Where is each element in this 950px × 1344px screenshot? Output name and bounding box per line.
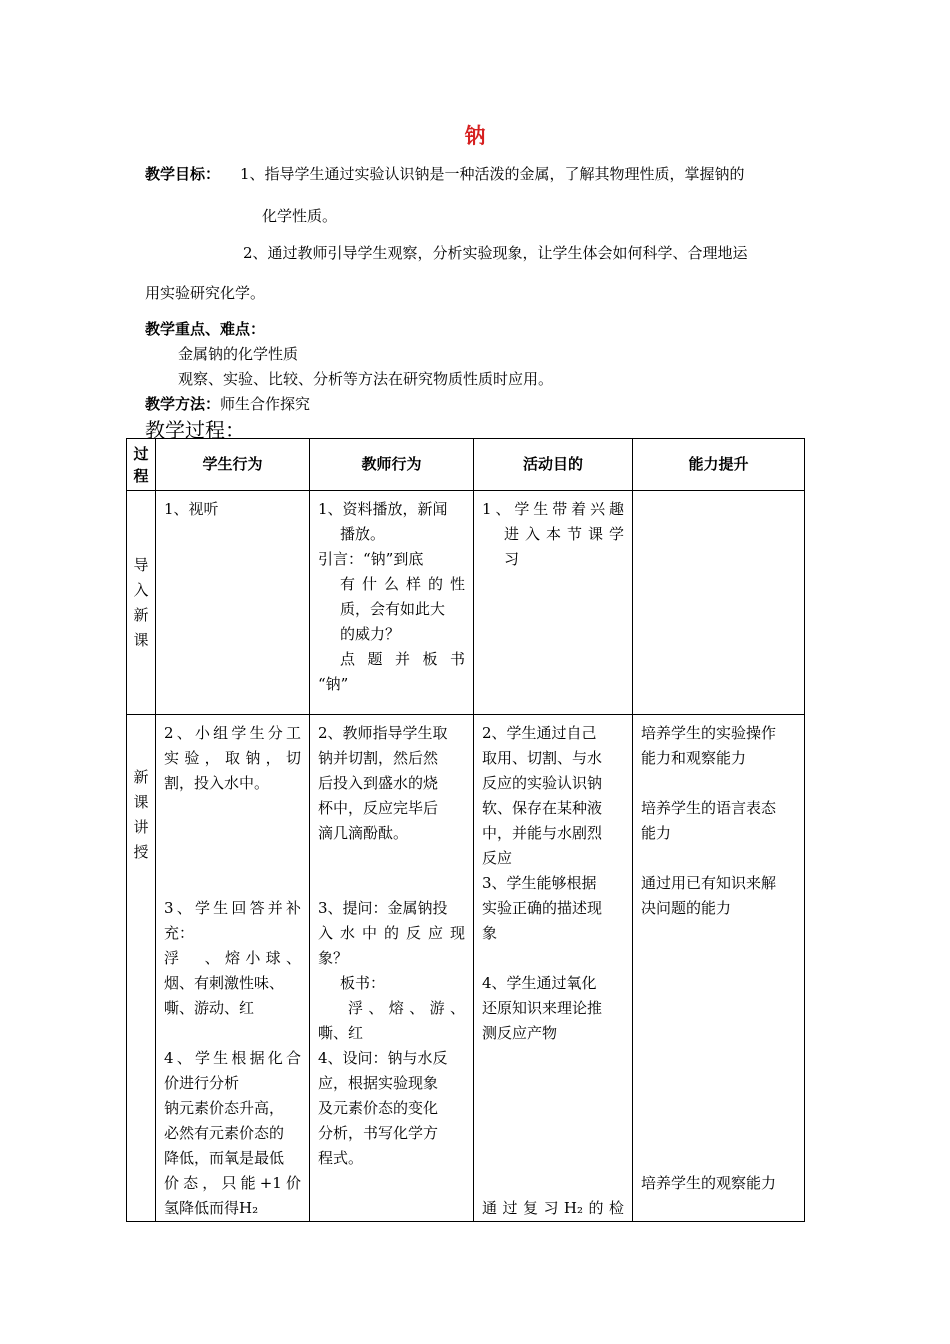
lesson-student-line: 割，投入水中。 <box>164 774 270 792</box>
lesson-purpose-line: 中，并能与水剧烈 <box>482 824 603 842</box>
intro-teacher-cell <box>310 491 474 715</box>
lesson-teacher-line: 钠并切割，然后然 <box>318 749 439 767</box>
method-label: 教学方法： <box>145 395 221 413</box>
intro-teacher-line: “钠” <box>318 675 349 693</box>
lesson-teacher-line: 浮、熔、游、 <box>348 999 465 1017</box>
intro-student-cell <box>156 491 310 715</box>
key-point-2: 观察、实验、比较、分析等方法在研究物质性质时应用。 <box>178 370 554 388</box>
intro-teacher-line: 播放。 <box>340 525 386 543</box>
lesson-student-line: 3、学生回答并补 <box>164 899 301 917</box>
intro-teacher-line: 点题并板书 <box>340 650 465 668</box>
intro-teacher-line: 的威力？ <box>340 625 401 643</box>
lesson-teacher-line: 应，根据实验现象 <box>318 1074 439 1092</box>
lesson-student-cell <box>156 715 310 1222</box>
lesson-student-line: 氢降低而得H₂ <box>164 1199 259 1217</box>
lesson-ability-line: 培养学生的观察能力 <box>641 1174 777 1192</box>
stage-new-lesson: 新课讲授 <box>127 715 156 1222</box>
intro-ability-cell <box>633 491 805 715</box>
header-student: 学生行为 <box>156 439 310 491</box>
stage-intro: 导入新课 <box>127 491 156 715</box>
lesson-ability-line: 通过用已有知识来解 <box>641 874 777 892</box>
key-point-1: 金属钠的化学性质 <box>178 345 299 363</box>
lesson-ability-line: 培养学生的实验操作 <box>641 724 777 742</box>
lesson-purpose-line: 4、学生通过氧化 <box>482 974 597 992</box>
lesson-student-line: 4、学生根据化合 <box>164 1049 301 1067</box>
lesson-purpose-line: 象 <box>482 924 498 942</box>
lesson-teacher-line: 2、教师指导学生取 <box>318 724 448 742</box>
lesson-teacher-line: 杯中，反应完毕后 <box>318 799 439 817</box>
lesson-teacher-line: 象？ <box>318 949 349 967</box>
lesson-teacher-line: 分析，书写化学方 <box>318 1124 439 1142</box>
lesson-student-line: 充： <box>164 924 195 942</box>
lesson-student-line: 嘶、游动、红 <box>164 999 255 1017</box>
lesson-teacher-line: 嘶、红 <box>318 1024 364 1042</box>
lesson-student-line: 钠元素价态升高， <box>164 1099 285 1117</box>
objective-1-line-1: 1、指导学生通过实验认识钠是一种活泼的金属，了解其物理性质，掌握钠的 <box>240 165 745 183</box>
lesson-purpose-line: 还原知识来理论推 <box>482 999 603 1017</box>
intro-purpose-line: 习 <box>504 550 520 568</box>
intro-teacher-line: 1、资料播放，新闻 <box>318 500 448 518</box>
lesson-teacher-line: 程式。 <box>318 1149 364 1167</box>
table-header-row <box>127 439 805 491</box>
objective-2-line-2: 用实验研究化学。 <box>145 284 266 302</box>
header-stage: 过程 <box>127 439 156 491</box>
lesson-student-line: 实验，取钠，切 <box>164 749 301 767</box>
method-line <box>145 393 310 414</box>
lesson-ability-line: 能力和观察能力 <box>641 749 747 767</box>
lesson-teacher-line: 滴几滴酚酞。 <box>318 824 409 842</box>
lesson-purpose-line: 测反应产物 <box>482 1024 558 1042</box>
lesson-teacher-line: 及元素价态的变化 <box>318 1099 439 1117</box>
lesson-student-line: 价态，只能+1价 <box>164 1174 301 1192</box>
lesson-student-line: 浮 、熔小球、 <box>164 949 301 967</box>
lesson-ability-line: 培养学生的语言表态 <box>641 799 777 817</box>
lesson-purpose-line: 取用、切割、与水 <box>482 749 603 767</box>
process-heading: 教学过程： <box>145 418 245 442</box>
lesson-purpose-line: 3、学生能够根据 <box>482 874 597 892</box>
lesson-purpose-line: 软、保存在某种液 <box>482 799 603 817</box>
lesson-teacher-line: 3、提问：金属钠投 <box>318 899 448 917</box>
lesson-student-line: 降低，而氧是最低 <box>164 1149 285 1167</box>
lesson-ability-line: 决问题的能力 <box>641 899 732 917</box>
intro-teacher-line: 有什么样的性 <box>340 575 465 593</box>
lesson-purpose-line: 反应的实验认识钠 <box>482 774 603 792</box>
header-purpose: 活动目的 <box>474 439 633 491</box>
lesson-teacher-line: 入水中的反应现 <box>318 924 465 942</box>
intro-purpose-cell <box>474 491 633 715</box>
lesson-ability-line: 能力 <box>641 824 672 842</box>
lesson-student-line: 2、小组学生分工 <box>164 724 301 742</box>
method-value: 师生合作探究 <box>220 395 311 413</box>
lesson-teacher-line: 4、设问：钠与水反 <box>318 1049 448 1067</box>
objectives-label: 教学目标： <box>145 165 221 183</box>
lesson-teacher-line: 后投入到盛水的烧 <box>318 774 439 792</box>
lesson-student-line: 价进行分析 <box>164 1074 240 1092</box>
intro-teacher-line: 质，会有如此大 <box>340 600 446 618</box>
lesson-student-line: 烟、有刺激性味、 <box>164 974 285 992</box>
objective-1-line-2: 化学性质。 <box>262 207 338 225</box>
lesson-purpose-line: 通过复习H₂的检 <box>482 1199 624 1217</box>
intro-student-line: 1、视听 <box>164 500 219 518</box>
intro-purpose-line: 1、学生带着兴趣 <box>482 500 624 518</box>
lesson-purpose-cell <box>474 715 633 1222</box>
objective-2-line-1: 2、通过教师引导学生观察，分析实验现象，让学生体会如何科学、合理地运 <box>243 244 748 262</box>
document-title: 钠 <box>464 124 486 148</box>
key-points-label: 教学重点、难点： <box>145 320 266 338</box>
intro-teacher-line: 引言：“钠”到底 <box>318 550 424 568</box>
header-teacher: 教师行为 <box>310 439 474 491</box>
lesson-student-line: 必然有元素价态的 <box>164 1124 285 1142</box>
table-row-intro <box>127 491 805 715</box>
teaching-process-table <box>126 438 805 1222</box>
lesson-purpose-line: 实验正确的描述现 <box>482 899 603 917</box>
table-row-new-lesson <box>127 715 805 1222</box>
header-ability: 能力提升 <box>633 439 805 491</box>
lesson-teacher-cell <box>310 715 474 1222</box>
lesson-teacher-line: 板书： <box>340 974 386 992</box>
intro-purpose-line: 进入本节课学 <box>504 525 624 543</box>
lesson-ability-cell <box>633 715 805 1222</box>
lesson-purpose-line: 反应 <box>482 849 513 867</box>
lesson-purpose-line: 2、学生通过自己 <box>482 724 597 742</box>
